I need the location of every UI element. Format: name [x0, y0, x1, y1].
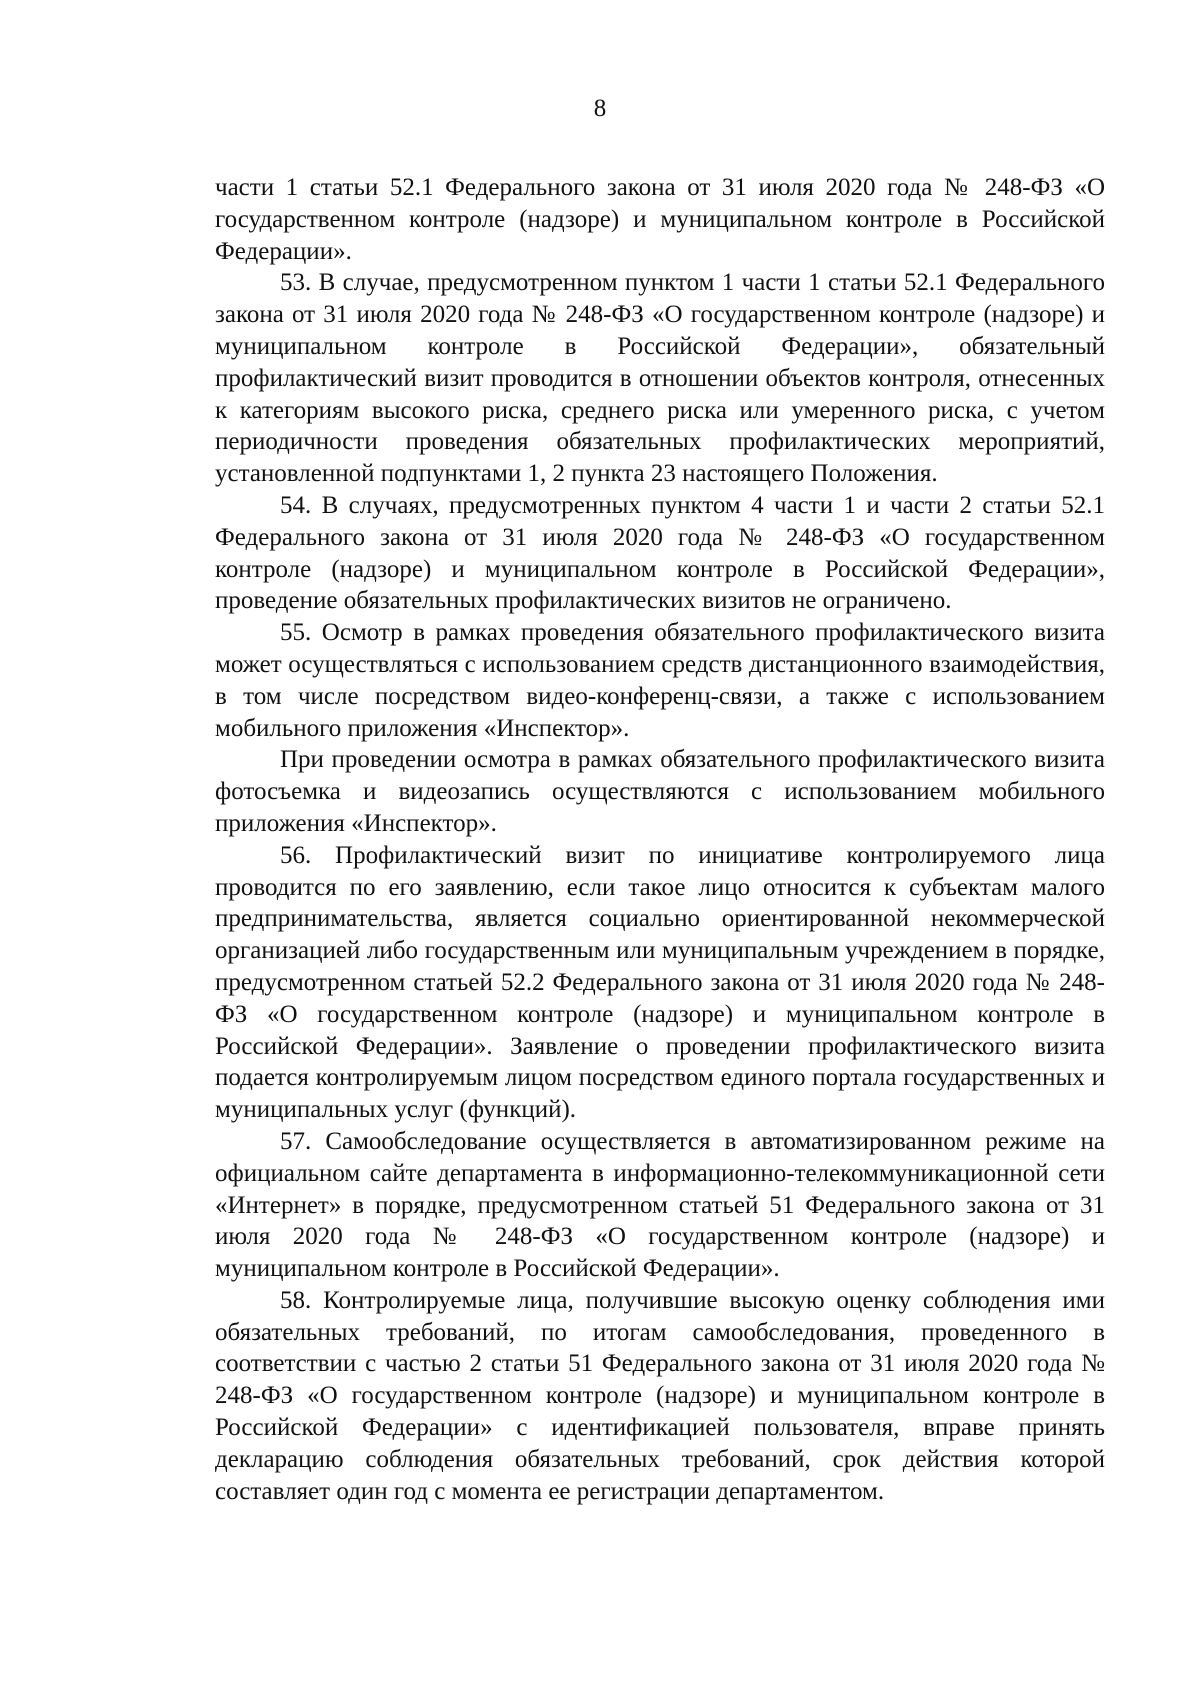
paragraph-53: 53. В случае, предусмотренном пунктом 1 части 1 статьи 52.1 Федерального закона от 31 июля 2020 года № 248-ФЗ «О государственном контроле (надзоре) и муниципальном контроле в Российской Федерации», обязательный профилактический визит проводится в отношении объектов контроля, отнесенных к категориям высокого риска, среднего риска или умеренного риска, с учетом периодичности проведения обязательных профилактических мероприятий, установленной подпунктами 1, 2 пункта 23 настоящего Положения. [215, 269, 1105, 488]
paragraph-56: 56. Профилактический визит по инициативе контролируемого лица проводится по его заявлению, если такое лицо относится к субъектам малого предпринимательства, является социально ориентированной некоммерческой организацией либо государственным или муниципальным учреждением в порядке, предусмотренном статьей 52.2 Федерального закона от 31 июля 2020 года № 248-ФЗ «О государственном контроле (надзоре) и муниципальном контроле в Российской Федерации». Заявление о проведении профилактического визита подается контролируемым лицом посредством единого портала государственных и муниципальных услуг (функций). [215, 841, 1105, 1124]
document-body [215, 172, 1105, 1507]
paragraph-57: 57. Самообследование осуществляется в автоматизированном режиме на официальном сайте департамента в информационно-телекоммуникационной сети «Интернет» в порядке, предусмотренном статьей 51 Федерального закона от 31 июля 2020 года № 248-ФЗ «О государственном контроле (надзоре) и муниципальном контроле в Российской Федерации». [215, 1127, 1105, 1283]
paragraph-continuation: части 1 статьи 52.1 Федерального закона от 31 июля 2020 года № 248-ФЗ «О государственном контроле (надзоре) и муниципальном контроле в Российской Федерации». [215, 174, 1105, 265]
paragraph-58: 58. Контролируемые лица, получившие высокую оценку соблюдения ими обязательных требований, по итогам самообследования, проведенного в соответствии с частью 2 статьи 51 Федерального закона от 31 июля 2020 года № 248-ФЗ «О государственном контроле (надзоре) и муниципальном контроле в Российской Федерации» с идентификацией пользователя, вправе принять декларацию соблюдения обязательных требований, срок действия которой составляет один год с момента ее регистрации департаментом. [215, 1286, 1105, 1505]
paragraph-55: 55. Осмотр в рамках проведения обязательного профилактического визита может осуществляться с использованием средств дистанционного взаимодействия, в том числе посредством видео-конференц-связи, а также с использованием мобильного приложения «Инспектор». [215, 619, 1105, 742]
paragraph-55-continued: При проведении осмотра в рамках обязательного профилактического визита фотосъемка и видеозапись осуществляются с использованием мобильного приложения «Инспектор». [215, 746, 1105, 837]
page-number: 8 [593, 95, 607, 122]
paragraph-54: 54. В случаях, предусмотренных пунктом 4 части 1 и части 2 статьи 52.1 Федерального закона от 31 июля 2020 года № 248-ФЗ «О государственном контроле (надзоре) и муниципальном контроле в Российской Федерации», проведение обязательных профилактических визитов не ограничено. [215, 491, 1105, 615]
